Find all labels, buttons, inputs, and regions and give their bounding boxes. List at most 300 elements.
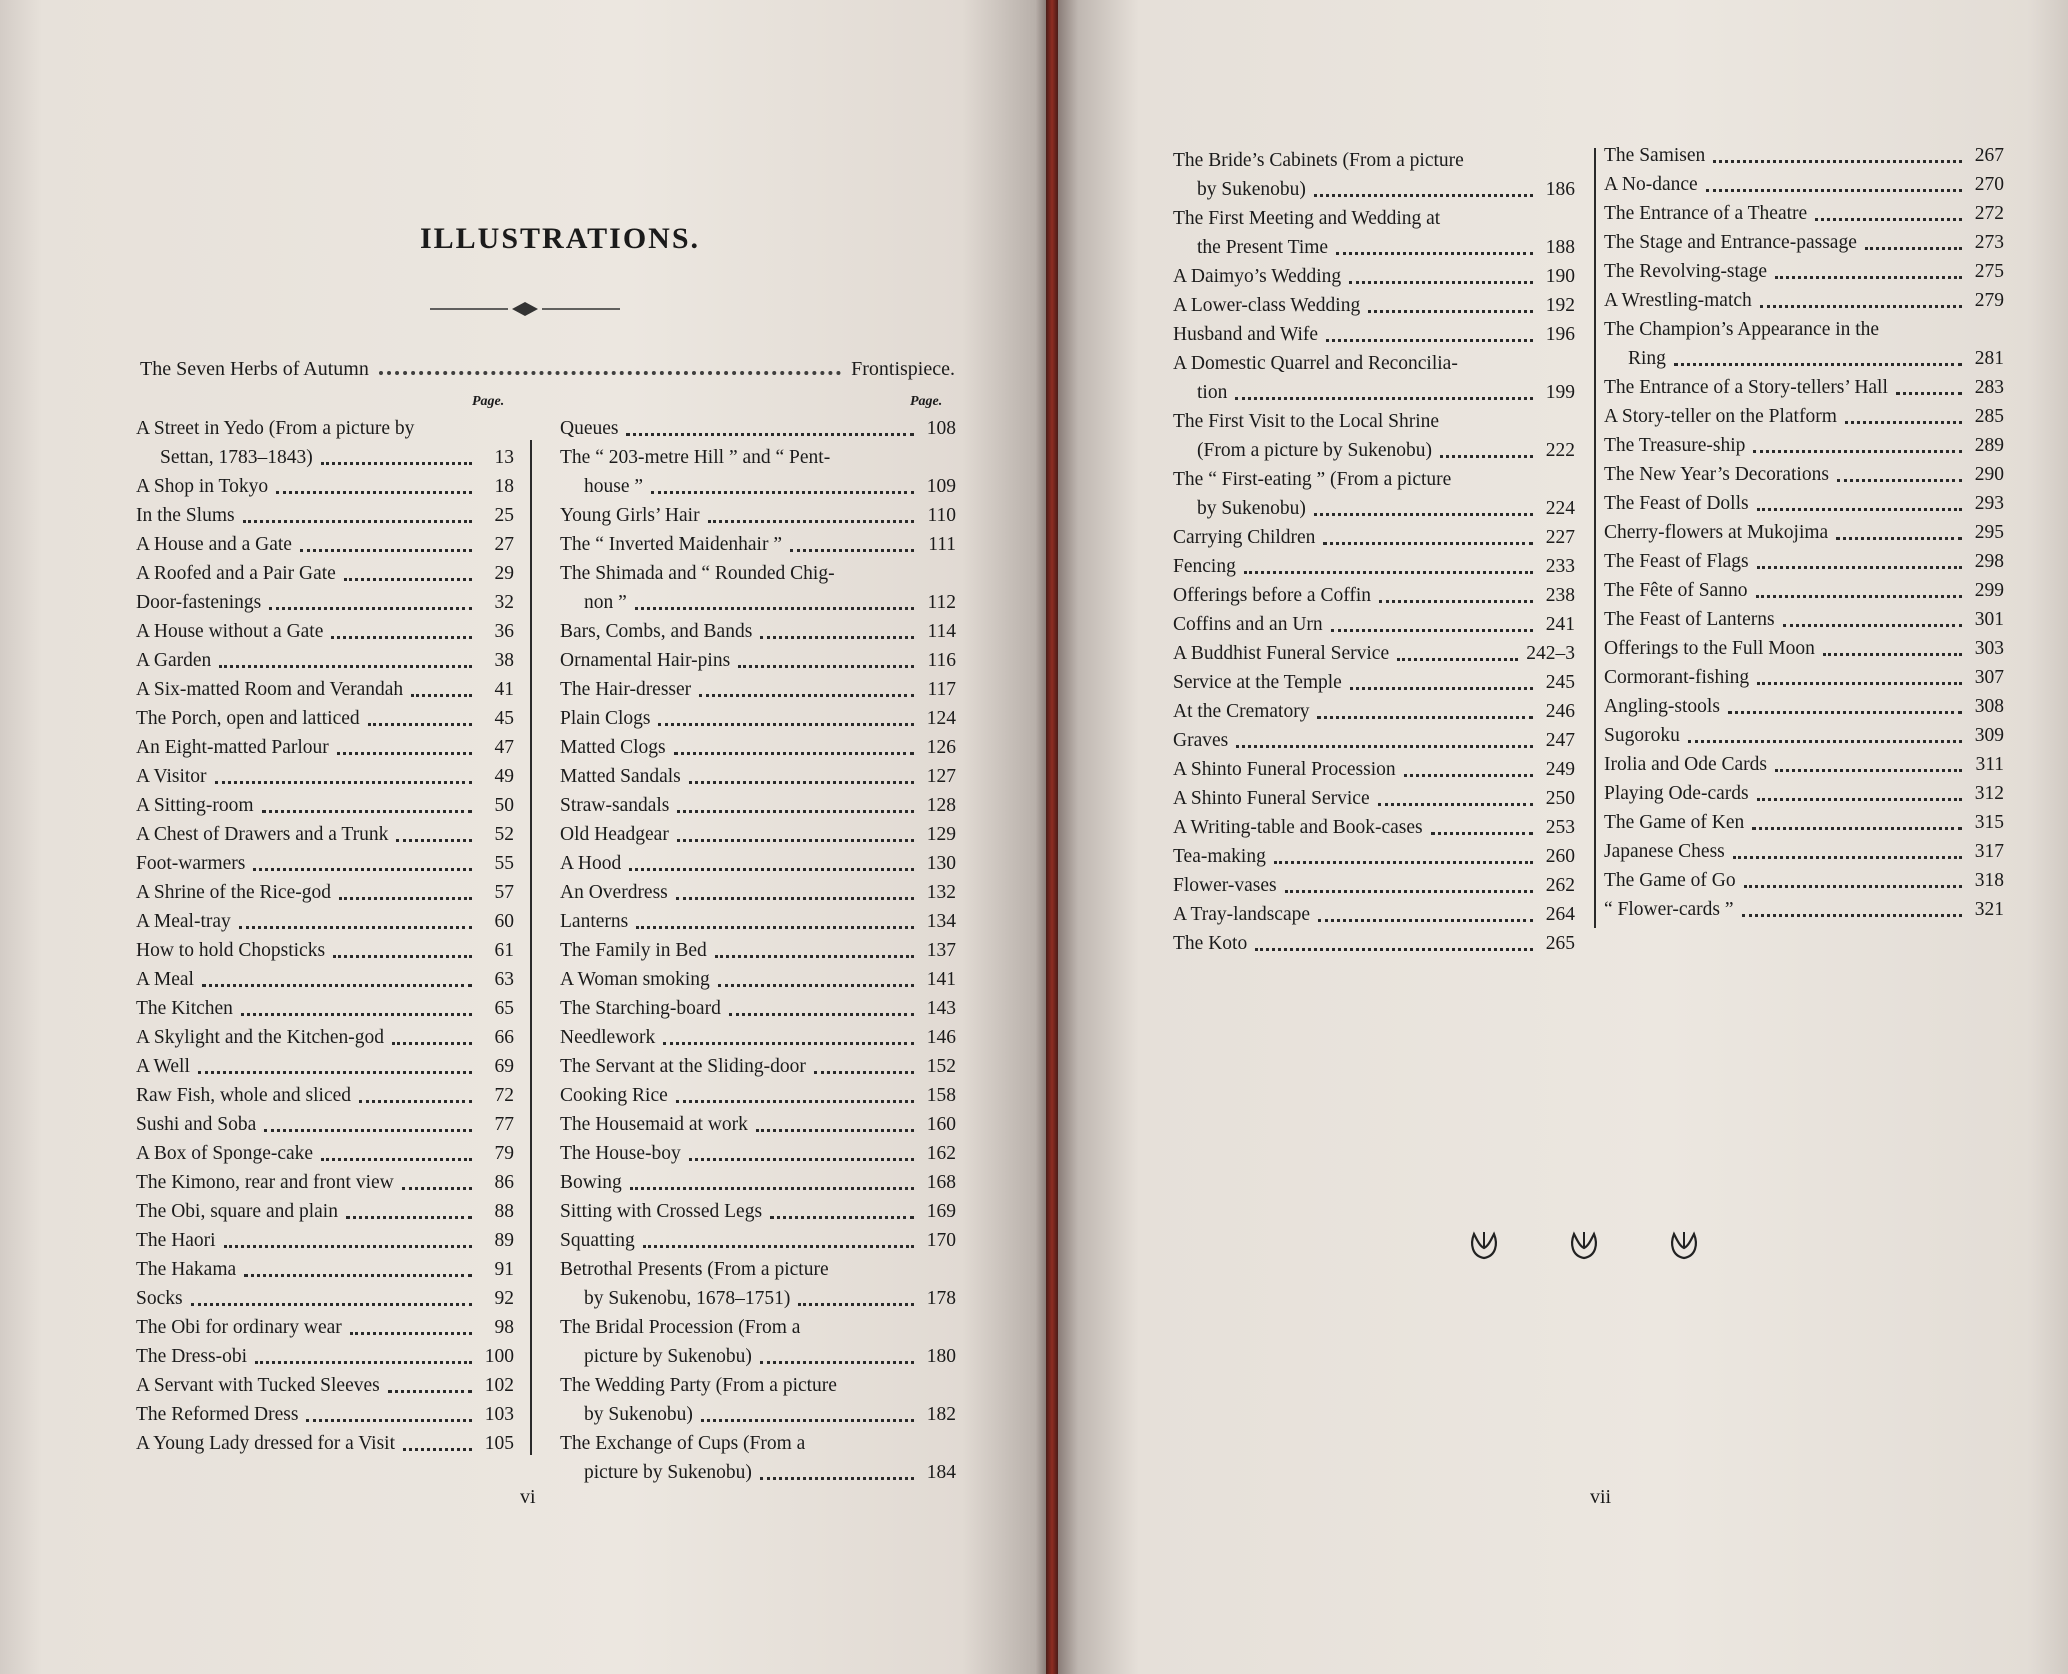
dot-leader [344,578,472,581]
list-item [1604,808,2004,837]
dot-leader [798,1303,914,1306]
illustration-title: Squatting [560,1230,635,1251]
dot-leader [1349,281,1533,284]
dot-leader [1314,513,1533,516]
list-item [136,1371,514,1400]
list-item [1604,576,2004,605]
list-item [560,762,956,791]
list-item [136,1197,514,1226]
page-ref: 190 [1545,266,1575,287]
flower-ornament-icon [1666,1228,1702,1262]
list-item [1604,721,2004,750]
dot-leader [1836,537,1962,540]
dot-leader [411,694,472,697]
list-item [1604,779,2004,808]
page-ref: 86 [494,1172,514,1193]
right-page [1058,0,2068,1674]
illustration-title: The Exchange of Cups (From a [560,1433,806,1454]
illustration-title: A Sitting-room [136,795,254,816]
page-ref: 117 [927,679,956,700]
illustration-title: A Wrestling-match [1604,290,1752,311]
page-ref: 63 [494,969,514,990]
page-ref: 253 [1545,817,1575,838]
dot-leader [1744,885,1962,888]
illustration-title: The Entrance of a Story-tellers’ Hall [1604,377,1888,398]
illustration-title: Japanese Chess [1604,841,1725,862]
page-ref: 180 [926,1346,956,1367]
illustration-title: A Tray-landscape [1173,904,1311,925]
list-item [1173,320,1575,349]
page-ref: 242–3 [1526,643,1575,664]
list-item [560,849,956,878]
list-item [1173,929,1575,958]
column-rule [530,440,532,1455]
dot-leader [1368,310,1533,313]
page-ref: 108 [926,418,956,439]
illustration-title-continued: by Sukenobu) [584,1404,693,1425]
list-item [136,1284,514,1313]
page-ref: 298 [1974,551,2004,572]
illustration-title: The Wedding Party (From a picture [560,1375,837,1396]
dot-leader [1674,363,1962,366]
illustration-title: The New Year’s Decorations [1604,464,1829,485]
list-item [1604,431,2004,460]
dot-leader [1713,160,1962,163]
dot-leader [331,636,472,639]
page-ref: 146 [926,1027,956,1048]
illustration-title: A Young Lady dressed for a Visit [136,1433,396,1454]
list-item [1173,726,1575,755]
list-item [560,675,956,704]
list-item [136,1255,514,1284]
list-item [1604,518,2004,547]
list-item [1173,407,1575,465]
illustration-title: Tea-making [1173,846,1266,867]
page-ref: 184 [926,1462,956,1483]
page-ref: 299 [1974,580,2004,601]
list-item [560,994,956,1023]
list-item [560,1168,956,1197]
illustration-title: Angling-stools [1604,696,1720,717]
page-ref: 312 [1974,783,2004,804]
dot-leader [1728,711,1962,714]
illustration-title: Husband and Wife [1173,324,1319,345]
page-ref: 141 [926,969,956,990]
list-item [136,1313,514,1342]
illustration-title-continued: tion [1197,382,1228,403]
dot-leader [663,1042,914,1045]
illustration-title: A Servant with Tucked Sleeves [136,1375,380,1396]
list-item [136,849,514,878]
dot-leader [300,549,472,552]
list-item [1604,228,2004,257]
page-ref: 283 [1974,377,2004,398]
illustration-title: “ Flower-cards ” [1604,899,1734,920]
illustration-title: A Shop in Tokyo [136,476,269,497]
flower-ornament-icon [1466,1228,1502,1262]
page-ref: 69 [494,1056,514,1077]
page-ref: 227 [1545,527,1575,548]
illustration-title: Sitting with Crossed Legs [560,1201,763,1222]
dot-leader [1823,653,1962,656]
frontispiece-page: Frontispiece. [851,358,955,380]
page-ref: 262 [1545,875,1575,896]
dot-leader [1326,339,1533,342]
illustration-title: The Feast of Dolls [1604,493,1749,514]
page-ref: 275 [1974,261,2004,282]
list-item [136,1052,514,1081]
illustration-title: Coffins and an Urn [1173,614,1323,635]
dot-leader [1757,566,1962,569]
page-ref: 111 [928,534,956,555]
illustration-title: Betrothal Presents (From a picture [560,1259,829,1280]
illustration-title: The Game of Go [1604,870,1736,891]
page-ref: 105 [484,1433,514,1454]
illustration-title: The Koto [1173,933,1248,954]
dot-leader [1235,397,1533,400]
dot-leader [264,1129,472,1132]
illustration-title-continued: picture by Sukenobu) [584,1462,752,1483]
illustration-title: Carrying Children [1173,527,1316,548]
illustration-title: The Game of Ken [1604,812,1745,833]
illustration-title: The Shimada and “ Rounded Chig- [560,563,835,584]
dot-leader [738,665,914,668]
list-item [136,994,514,1023]
dot-leader [350,1332,472,1335]
illustration-title: In the Slums [136,505,235,526]
dot-leader [1756,595,1962,598]
dot-leader [715,955,914,958]
list-item [136,588,514,617]
list-item [1604,634,2004,663]
page-ref: 222 [1545,440,1575,461]
illustration-title: The Treasure-ship [1604,435,1746,456]
page-ref: 61 [494,940,514,961]
list-item [560,1139,956,1168]
list-item [136,646,514,675]
list-item [136,791,514,820]
dot-leader [198,1071,472,1074]
illustration-title: A Box of Sponge-cake [136,1143,314,1164]
list-item [1173,291,1575,320]
page-ref: 158 [926,1085,956,1106]
dot-leader [770,1216,914,1219]
illustration-title: A Meal-tray [136,911,231,932]
list-item [136,1110,514,1139]
list-item [136,1429,514,1458]
page-ref: 281 [1974,348,2004,369]
illustration-title: Plain Clogs [560,708,651,729]
illustration-title: The Kimono, rear and front view [136,1172,394,1193]
dot-leader [1323,542,1533,545]
page-ref: 295 [1974,522,2004,543]
page-ref: 72 [494,1085,514,1106]
page-ref: 25 [494,505,514,526]
page-ref: 264 [1545,904,1575,925]
dot-leader [760,1477,914,1480]
list-item [136,472,514,501]
dot-leader [321,1158,472,1161]
list-item [136,617,514,646]
dot-leader [701,1419,914,1422]
page-ref: 32 [494,592,514,613]
list-item [560,965,956,994]
dot-leader [676,1100,914,1103]
list-item [560,646,956,675]
list-item [560,704,956,733]
illustration-title: Cooking Rice [560,1085,668,1106]
list-item [560,1081,956,1110]
dot-leader [1688,740,1962,743]
dot-leader [1317,716,1533,719]
illustration-title: Straw-sandals [560,795,670,816]
page-ref: 79 [494,1143,514,1164]
illustration-title: Door-fastenings [136,592,262,613]
page-ref: 102 [484,1375,514,1396]
illustration-title: Playing Ode-cards [1604,783,1749,804]
dot-leader [1733,856,1962,859]
page-ref: 41 [494,679,514,700]
list-item [1604,837,2004,866]
page-ref: 233 [1545,556,1575,577]
illustration-title-continued: house ” [584,476,644,497]
illustration-title: Raw Fish, whole and sliced [136,1085,352,1106]
dot-leader [1845,421,1962,424]
list-item [1173,755,1575,784]
dot-leader [760,636,914,639]
page-ref: 186 [1545,179,1575,200]
dot-leader [1274,861,1533,864]
list-item [1604,257,2004,286]
dot-leader [699,694,914,697]
illustration-title: The First Visit to the Local Shrine [1173,411,1440,432]
list-item [136,1023,514,1052]
illustration-title: The Samisen [1604,145,1706,166]
list-item [560,1226,956,1255]
list-item [1173,842,1575,871]
list-item [1604,547,2004,576]
page-ref: 98 [494,1317,514,1338]
illustration-title: A Garden [136,650,212,671]
page-ref: 49 [494,766,514,787]
dot-leader [321,462,472,465]
illustration-title: A Hood [560,853,622,874]
dot-leader [379,371,841,375]
list-item [560,1197,956,1226]
dot-leader [396,839,472,842]
dot-leader [1285,890,1533,893]
page-ref: 301 [1974,609,2004,630]
page-ref: 110 [927,505,956,526]
page-ref: 103 [484,1404,514,1425]
illustration-title: The Housemaid at work [560,1114,748,1135]
page-ref: 168 [926,1172,956,1193]
page-ref: 178 [926,1288,956,1309]
page-ref: 273 [1974,232,2004,253]
illustration-title: The Feast of Flags [1604,551,1749,572]
list-item [1604,866,2004,895]
page-ref: 100 [484,1346,514,1367]
page-ref: 241 [1545,614,1575,635]
list-item [1173,204,1575,262]
illustration-title: Graves [1173,730,1229,751]
dot-leader [629,868,914,871]
list-item [136,1226,514,1255]
list-item [136,1342,514,1371]
page-ref: 57 [494,882,514,903]
illustration-title: A Roofed and a Pair Gate [136,563,336,584]
page-ref: 303 [1974,638,2004,659]
illustration-title: The Dress-obi [136,1346,248,1367]
page-ref: 112 [927,592,956,613]
dot-leader [643,1245,914,1248]
dot-leader [676,897,914,900]
dot-leader [368,723,472,726]
list-item [560,617,956,646]
page-ref: 250 [1545,788,1575,809]
list-item [1604,692,2004,721]
page-ref: 224 [1545,498,1575,519]
page-ref: 36 [494,621,514,642]
list-item [1173,697,1575,726]
dot-leader [255,1361,472,1364]
page-ref: 182 [926,1404,956,1425]
illustration-title-continued: non ” [584,592,627,613]
illustration-title: The “ First-eating ” (From a picture [1173,469,1452,490]
dot-leader [1431,832,1533,835]
illustration-title: Ornamental Hair-pins [560,650,731,671]
page-ref: 188 [1545,237,1575,258]
list-item [136,501,514,530]
list-item [136,1400,514,1429]
illustration-title: Foot-warmers [136,853,246,874]
page-ref: 285 [1974,406,2004,427]
list-item [1173,813,1575,842]
dot-leader [1314,194,1533,197]
list-item [136,878,514,907]
page-ref: 124 [926,708,956,729]
list-item [560,530,956,559]
list-item [1173,668,1575,697]
list-item [136,907,514,936]
dot-leader [253,868,472,871]
page-ref: 134 [926,911,956,932]
list-item [560,733,956,762]
list-item [1173,523,1575,552]
illustration-title: Offerings to the Full Moon [1604,638,1815,659]
dot-leader [674,752,914,755]
dot-leader [202,984,472,987]
dot-leader [1753,450,1962,453]
list-item [1173,581,1575,610]
illustration-title: Sugoroku [1604,725,1680,746]
dot-leader [677,810,914,813]
illustration-title: A Street in Yedo (From a picture by [136,418,415,439]
list-item [1604,605,2004,634]
title-ornament [430,300,620,318]
illustration-title: The House-boy [560,1143,681,1164]
page-ref: 309 [1974,725,2004,746]
illustration-title: Bowing [560,1172,622,1193]
illustration-title: The Hair-dresser [560,679,692,700]
dot-leader [1757,682,1962,685]
illustration-list-col1 [136,414,514,1458]
illustration-title: Sushi and Soba [136,1114,257,1135]
list-item [560,1110,956,1139]
list-item [560,443,956,501]
illustration-title: The Kitchen [136,998,233,1019]
dot-leader [635,607,914,610]
page-ref: 308 [1974,696,2004,717]
dot-leader [1752,827,1962,830]
illustration-title: A Shinto Funeral Service [1173,788,1370,809]
list-item [560,820,956,849]
dot-leader [1775,769,1962,772]
dot-leader [658,723,914,726]
page-ref: 127 [926,766,956,787]
dot-leader [244,1274,472,1277]
list-item [1604,750,2004,779]
dot-leader [224,1245,472,1248]
illustration-title: Old Headgear [560,824,669,845]
list-item [1604,895,2004,924]
dot-leader [276,491,472,494]
dot-leader [1378,803,1533,806]
page-ref: 317 [1974,841,2004,862]
dot-leader [1236,745,1533,748]
page-ref: 29 [494,563,514,584]
illustration-title: A Meal [136,969,194,990]
illustration-title: A Domestic Quarrel and Reconcilia- [1173,353,1458,374]
dot-leader [1742,914,1962,917]
list-item [560,1429,956,1487]
illustration-title: Cherry-flowers at Mukojima [1604,522,1829,543]
page-ref: 279 [1974,290,2004,311]
illustration-title: Fencing [1173,556,1236,577]
dot-leader [241,1013,472,1016]
dot-leader [215,781,472,784]
illustration-title: The Bridal Procession (From a [560,1317,801,1338]
list-item [1173,349,1575,407]
illustration-title: The Obi, square and plain [136,1201,338,1222]
illustration-title: A Lower-class Wedding [1173,295,1361,316]
list-item [560,1371,956,1429]
illustration-title-continued: (From a picture by Sukenobu) [1197,440,1433,461]
illustration-title: A No-dance [1604,174,1698,195]
page-ref: 267 [1974,145,2004,166]
illustration-title: The Porch, open and latticed [136,708,360,729]
dot-leader [1397,658,1518,661]
page-ref: 60 [494,911,514,932]
page-number: vii [1590,1486,1612,1508]
page-ref: 65 [494,998,514,1019]
list-item [136,530,514,559]
frontispiece-entry [140,358,955,392]
page-ref: 52 [494,824,514,845]
illustration-title: Queues [560,418,619,439]
list-item [136,675,514,704]
page-ref: 249 [1545,759,1575,780]
list-item [136,820,514,849]
list-item [136,704,514,733]
dot-leader [708,520,914,523]
list-item [1173,639,1575,668]
illustration-title: Needlework [560,1027,656,1048]
illustration-title: The Haori [136,1230,216,1251]
page-ref: 27 [494,534,514,555]
dot-leader [191,1303,472,1306]
page-ref: 143 [926,998,956,1019]
